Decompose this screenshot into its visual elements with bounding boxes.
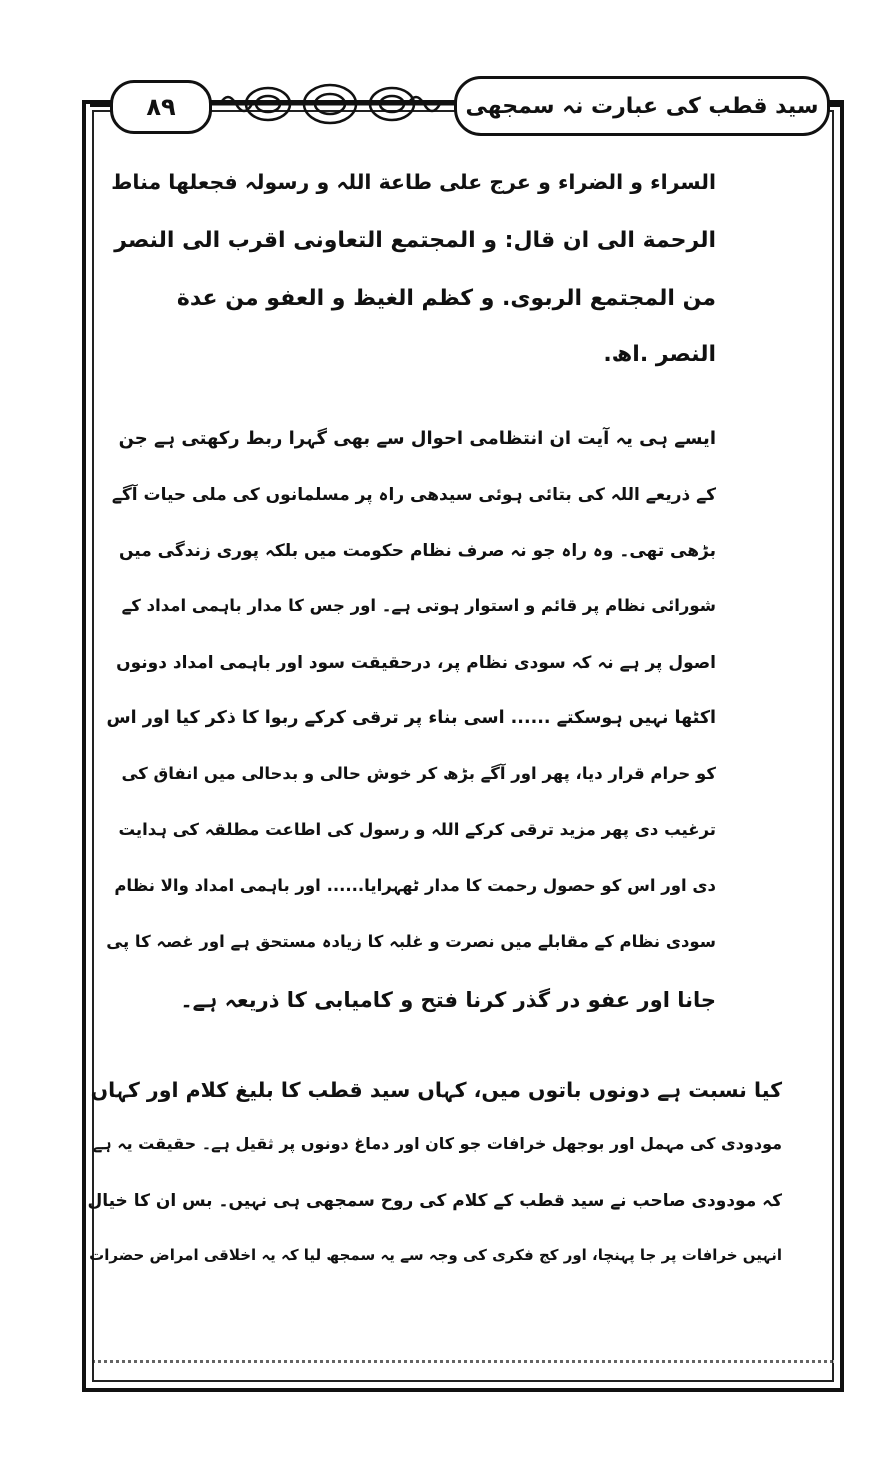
footer-rule [92,1360,834,1363]
urdu-quote-line: کو حرام قرار دیا، پھر اور آگے بڑھ کر خوش حالی و بدحالی میں انفاق کی [121,764,716,783]
page-number: ۸۹ [110,80,212,134]
urdu-quote-line: ایسے ہی یہ آیت ان انتظامی احوال سے بھی گہرا ربط رکھتی ہے جن [118,428,716,449]
header-ornament-icon [206,78,454,128]
arabic-quote-line: من المجتمع الربوی. و کظم الغیظ و العفو من عدة [176,286,716,311]
arabic-quote-line: السراء و الضراء و عرج علی طاعة اللہ و رسولہ فجعلها مناط [111,170,716,194]
urdu-quote-line: اکٹھا نہیں ہوسکتے ...... اسی بناء پر ترقی کرکے ربوا کا ذکر کیا اور اس [106,708,716,728]
commentary-line: کہ مودودی صاحب نے سید قطب کے کلام کی روح سمجھی ہی نہیں۔ بس ان کا خیال [87,1191,782,1211]
urdu-quote-line: جانا اور عفو در گذر کرنا فتح و کامیابی کا ذریعہ ہے۔ [180,988,716,1012]
urdu-quote-line: دی اور اس کو حصول رحمت کا مدار ٹھہرایا...... اور باہمی امداد والا نظام [114,876,716,895]
commentary-line: انہیں خرافات پر جا پہنچا، اور کج فکری کی وجہ سے یہ سمجھ لیا کہ یہ اخلاقی امراض حضرات [89,1246,782,1264]
urdu-quote-line: شورائی نظام پر قائم و استوار ہوتی ہے۔ اور جس کا مدار باہمی امداد کے [121,596,716,615]
urdu-quote-line: کے ذریعے اللہ کی بتائی ہوئی سیدھی راہ پر مسلمانوں کی ملی حیات آگے [111,485,716,505]
arabic-quote-line: النصر .اھ. [603,342,716,367]
commentary-line: کیا نسبت ہے دونوں باتوں میں، کہاں سید قطب کا بلیغ کلام اور کہاں [90,1078,782,1102]
arabic-quote-line: الرحمة الی ان قال: و المجتمع التعاونی اقرب الی النصر [114,228,716,253]
urdu-quote-line: اصول پر ہے نہ کہ سودی نظام پر، درحقیقت سود اور باہمی امداد دونوں [116,653,716,673]
urdu-quote-line: بڑھی تھی۔ وہ راہ جو نہ صرف نظام حکومت میں بلکہ پوری زندگی میں [118,541,716,561]
running-title: سید قطب کی عبارت نہ سمجھی [454,76,830,136]
urdu-quote-line: سودی نظام کے مقابلے میں نصرت و غلبہ کا زیادہ مستحق ہے اور غصہ کا پی [106,932,716,951]
urdu-quote-line: ترغیب دی پھر مزید ترقی کرکے اللہ و رسول کی اطاعت مطلقہ کی ہدایت [118,820,716,839]
commentary-line: مودودی کی مہمل اور بوجھل خرافات جو کان اور دماغ دونوں پر ثقیل ہے۔ حقیقت یہ ہے [92,1134,782,1153]
